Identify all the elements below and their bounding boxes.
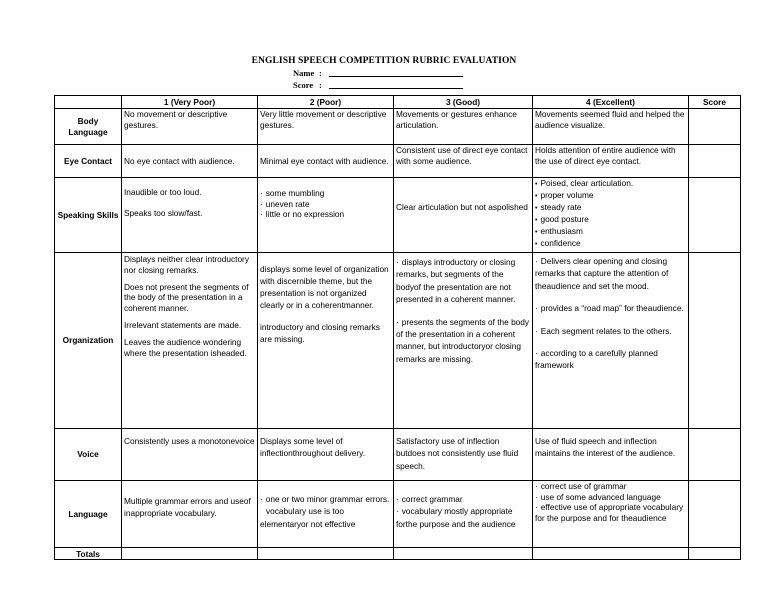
name-line[interactable] — [329, 68, 463, 77]
totals-poor[interactable] — [258, 548, 394, 560]
voice-good: Satisfactory use of inflection butdoes not consistently use fluid speech. — [394, 429, 533, 481]
header-very-poor: 1 (Very Poor) — [122, 96, 258, 109]
language-score-cell[interactable] — [689, 481, 741, 548]
body-score-cell[interactable] — [689, 109, 741, 145]
lang-g-1: · correct grammar — [396, 493, 530, 505]
table-row — [55, 145, 741, 178]
table-header-row — [55, 96, 741, 109]
eye-good: Consistent use of direct eye contact with some audience. — [394, 145, 533, 178]
lang-e-2: · use of some advanced language — [535, 492, 686, 503]
speaking-e-3: • steady rate — [535, 202, 686, 214]
header-score: Score — [689, 96, 741, 109]
speaking-p-2: · uneven rate — [260, 199, 391, 210]
header-excellent: 4 (Excellent) — [533, 96, 689, 109]
speaking-excellent — [533, 178, 689, 253]
header-good: 3 (Good) — [394, 96, 533, 109]
body-very-poor: No movement or descriptive gestures. — [122, 109, 258, 145]
voice-very-poor: Consistently uses a monotonevoice — [122, 429, 258, 481]
speaking-very-poor — [122, 178, 258, 253]
table-row — [55, 429, 741, 481]
body-good: Movements or gestures enhance articulation. — [394, 109, 533, 145]
org-vp-4: Leaves the audience wondering where the presentation isheaded. — [124, 336, 247, 358]
organization-excellent — [533, 253, 689, 429]
table-row — [55, 253, 741, 429]
org-vp-1: Displays neither clear introductory nor closing remarks. — [124, 254, 249, 275]
org-e-1: · Delivers clear opening and closing remarks that capture the attention of theaudience and set the mood. — [535, 255, 686, 292]
speaking-poor — [258, 178, 394, 253]
org-e-3: · Each segment relates to the others. — [535, 325, 686, 337]
speaking-p-1: · some mumbling — [260, 188, 391, 199]
criterion-organization: Organization — [55, 253, 122, 429]
speaking-e-1: • Poised, clear articulation. — [535, 178, 686, 190]
header-poor: 2 (Poor) — [258, 96, 394, 109]
org-p-2: introductory and closing remarks are missing. — [260, 322, 380, 344]
org-e-2: · provides a “road map” for theaudience. — [535, 302, 686, 314]
organization-poor — [258, 253, 394, 429]
lang-e-3: · effective use of appropriate vocabulary for the purpose and for theaudience — [535, 502, 686, 523]
voice-score-cell[interactable] — [689, 429, 741, 481]
name-field — [293, 68, 463, 78]
language-excellent — [533, 481, 689, 548]
eye-poor: Minimal eye contact with audience. — [258, 145, 394, 178]
eye-excellent: Holds attention of entire audience with the use of direct eye contact. — [533, 145, 689, 178]
speaking-vp-2: Speaks too slow/fast. — [124, 207, 203, 218]
header-blank — [55, 96, 122, 109]
speaking-vp-1: Inaudible or too loud. — [124, 187, 202, 197]
org-e-4: · according to a carefully planned framework — [535, 347, 686, 372]
language-very-poor: Multiple grammar errors and useof inappropriate vocabulary. — [122, 481, 258, 548]
eye-score-cell[interactable] — [689, 145, 741, 178]
language-poor — [258, 481, 394, 548]
table-row — [55, 178, 741, 253]
totals-score-cell[interactable] — [689, 548, 741, 560]
criterion-eye-contact: Eye Contact — [55, 145, 122, 178]
criterion-totals: Totals — [55, 548, 122, 560]
organization-good — [394, 253, 533, 429]
table-row — [55, 109, 741, 145]
body-excellent: Movements seemed fluid and helped the audience visualize. — [533, 109, 689, 145]
org-g-1: · displays introductory or closing remarks, but segments of the bodyof the presentation are not presented in a coherent manner. — [396, 256, 530, 306]
speaking-good — [394, 178, 533, 253]
speaking-e-5: • enthusiasm — [535, 226, 686, 238]
score-field — [293, 80, 463, 90]
speaking-score-cell[interactable] — [689, 178, 741, 253]
speaking-e-6: • confidence — [535, 238, 686, 250]
organization-score-cell[interactable] — [689, 253, 741, 429]
language-good — [394, 481, 533, 548]
speaking-g-1: Clear articulation but not aspolished — [396, 202, 528, 212]
organization-very-poor — [122, 253, 258, 429]
score-colon: : — [319, 80, 322, 90]
totals-good[interactable] — [394, 548, 533, 560]
totals-row — [55, 548, 741, 560]
criterion-language: Language — [55, 481, 122, 548]
document-title: ENGLISH SPEECH COMPETITION RUBRIC EVALUATION — [251, 56, 517, 66]
voice-excellent: Use of fluid speech and inflection maintains the interest of the audience. — [533, 429, 689, 481]
lang-p-1: · one or two minor grammar errors. — [260, 493, 391, 505]
lang-g-2: · vocabulary mostly appropriate forthe purpose and the audience — [396, 505, 530, 530]
score-label: Score — [293, 80, 314, 90]
totals-excellent[interactable] — [533, 548, 689, 560]
table-row — [55, 481, 741, 548]
criterion-speaking-skills: Speaking Skills — [55, 178, 122, 253]
body-poor: Very little movement or descriptive gestures. — [258, 109, 394, 145]
org-vp-2: Does not present the segments of the body of the presentation in a coherent manner. — [124, 281, 249, 314]
speaking-e-2: • proper volume — [535, 190, 686, 202]
org-vp-3: Irrelevant statements are made. — [124, 319, 242, 330]
lang-p-2: vocabulary use is too elementaryor not effective — [260, 506, 356, 529]
speaking-p-3: · little or no expression — [260, 209, 391, 220]
org-g-2: · presents the segments of the body of the presentation in a coherent manner, but introductoryor closing remarks are missing. — [396, 316, 530, 366]
speaking-e-4: • good posture — [535, 214, 686, 226]
lang-e-1: · correct use of grammar — [535, 481, 686, 492]
eye-very-poor: No eye contact with audience. — [122, 145, 258, 178]
rubric-table — [54, 95, 741, 560]
criterion-body-language: Body Language — [55, 109, 122, 145]
voice-poor: Displays some level of inflectionthroughout delivery. — [258, 429, 394, 481]
score-line[interactable] — [329, 80, 463, 89]
totals-very-poor[interactable] — [122, 548, 258, 560]
name-colon: : — [319, 68, 322, 78]
criterion-voice: Voice — [55, 429, 122, 481]
org-p-1: displays some level of organization with discernible theme, but the presentation is not organized clearly or in a coherentmanner. — [260, 264, 389, 310]
name-label: Name — [293, 68, 315, 78]
